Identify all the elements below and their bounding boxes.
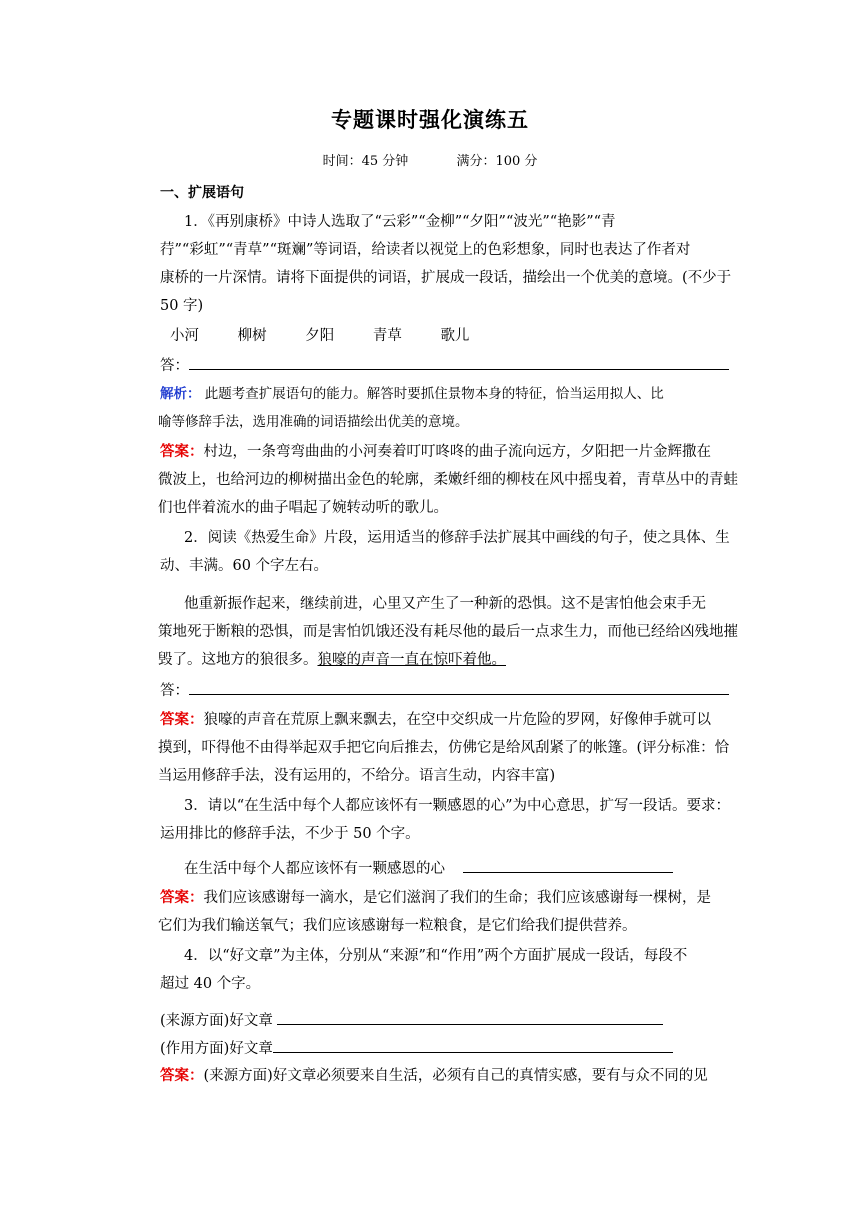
key-text: 村边，一条弯弯曲曲的小河奏着叮叮咚咚的曲子流向远方，夕阳把一片金辉撒在 (203, 444, 711, 460)
q4-key-line1 (160, 1066, 708, 1086)
q1-analysis-line1 (160, 384, 664, 404)
q2-answer-line (160, 680, 729, 701)
full-score: 满分：100 分 (456, 154, 538, 169)
q3-prompt: 在生活中每个人都应该怀有一颗感恩的心 (184, 861, 445, 877)
q2-passage-line3 (158, 650, 506, 670)
q2-passage-line2: 策地死于断粮的恐惧，而是害怕饥饿还没有耗尽他的最后一点求生力，而他已经给凶残地摧 (158, 624, 738, 640)
word-item: 青草 (372, 328, 402, 344)
key-label: 答案： (160, 889, 204, 906)
q2-key-line2: 摸到，吓得他不由得举起双手把它向后推去，仿佛它是给风刮紧了的帐篷。(评分标准：恰 (158, 740, 730, 756)
underlined-sentence: 狼嚎的声音一直在惊吓着他。 (317, 652, 506, 668)
q2-key-line1 (160, 710, 711, 730)
q3-key-line1 (160, 888, 711, 908)
answer-prefix: 答： (160, 683, 189, 699)
q1-line1: 1．《再别康桥》中诗人选取了“云彩”“金柳”“夕阳”“波光”“艳影”“青 (184, 214, 616, 230)
analysis-label: 解析： (160, 386, 201, 402)
answer-blank (189, 355, 729, 370)
exam-meta (0, 150, 860, 169)
q2-line2: 动、丰满。60 个字左右。 (160, 558, 329, 574)
word-item: 柳树 (237, 328, 267, 344)
q3-line1: 3．请以“在生活中每个人都应该怀有一颗感恩的心”为中心意思，扩写一段话。要求： (184, 798, 731, 814)
q4-effect-line (160, 1038, 673, 1059)
q4-effect-label: (作用方面)好文章 (160, 1041, 273, 1057)
answer-blank (277, 1010, 663, 1025)
q1-key-line3: 们也伴着流水的曲子唱起了婉转动听的歌儿。 (158, 500, 448, 516)
q1-word-list (170, 326, 503, 346)
answer-blank (463, 858, 673, 873)
q4-source-label: (来源方面)好文章 (160, 1013, 273, 1029)
q1-analysis-line2: 喻等修辞手法，选用准确的词语描绘出优美的意境。 (158, 414, 469, 430)
word-item: 小河 (170, 328, 199, 344)
q2-passage-line1: 他重新振作起来，继续前进，心里又产生了一种新的恐惧。这不是害怕他会束手无 (184, 596, 706, 612)
time-limit: 时间：45 分钟 (322, 154, 409, 169)
answer-blank (189, 680, 729, 695)
key-text: (来源方面)好文章必须要来自生活，必须有自己的真情实感，要有与众不同的见 (203, 1068, 708, 1084)
q3-line2: 运用排比的修辞手法，不少于 50 个字。 (160, 826, 420, 842)
q1-answer-line (160, 355, 729, 376)
q3-key-line2: 它们为我们输送氧气；我们应该感谢每一粒粮食，是它们给我们提供营养。 (158, 918, 637, 934)
q2-line1: 2．阅读《热爱生命》片段，运用适当的修辞手法扩展其中画线的句子，使之具体、生 (184, 530, 730, 546)
q1-key-line2: 微波上，也给河边的柳树描出金色的轮廓，柔嫩纤细的柳枝在风中摇曳着，青草丛中的青蛙 (158, 472, 738, 488)
q1-line3: 康桥的一片深情。请将下面提供的词语，扩展成一段话，描绘出一个优美的意境。(不少于 (160, 270, 732, 286)
answer-prefix: 答： (160, 358, 189, 374)
word-item: 歌儿 (440, 328, 470, 344)
q4-line2: 超过 40 个字。 (160, 976, 261, 992)
q4-source-line (160, 1010, 663, 1031)
page-title: 专题课时强化演练五 (331, 107, 529, 132)
analysis-text: 此题考查扩展语句的能力。解答时要抓住景物本身的特征，恰当运用拟人、比 (204, 386, 664, 402)
key-label: 答案： (160, 1067, 204, 1084)
q1-key-line1 (160, 442, 711, 462)
q3-prompt-line (184, 858, 673, 879)
key-label: 答案： (160, 443, 204, 460)
passage-text: 毁了。这地方的狼很多。 (158, 652, 318, 668)
key-text: 狼嚎的声音在荒原上飘来飘去，在空中交织成一片危险的罗网，好像伸手就可以 (203, 712, 711, 728)
word-item: 夕阳 (305, 328, 335, 344)
q1-line2: 荇”“彩虹”“青草”“斑斓”等词语，给读者以视觉上的色彩想象，同时也表达了作者对 (160, 242, 691, 258)
q1-line4: 50 字) (160, 298, 204, 314)
answer-blank (273, 1038, 673, 1053)
q2-key-line3: 当运用修辞手法，没有运用的，不给分。语言生动，内容丰富) (158, 768, 556, 784)
key-text: 我们应该感谢每一滴水，是它们滋润了我们的生命；我们应该感谢每一棵树，是 (203, 890, 711, 906)
q4-line1: 4．以“好文章”为主体，分别从“来源”和“作用”两个方面扩展成一段话，每段不 (184, 948, 688, 964)
key-label: 答案： (160, 711, 204, 728)
section-heading: 一、扩展语句 (160, 185, 244, 201)
